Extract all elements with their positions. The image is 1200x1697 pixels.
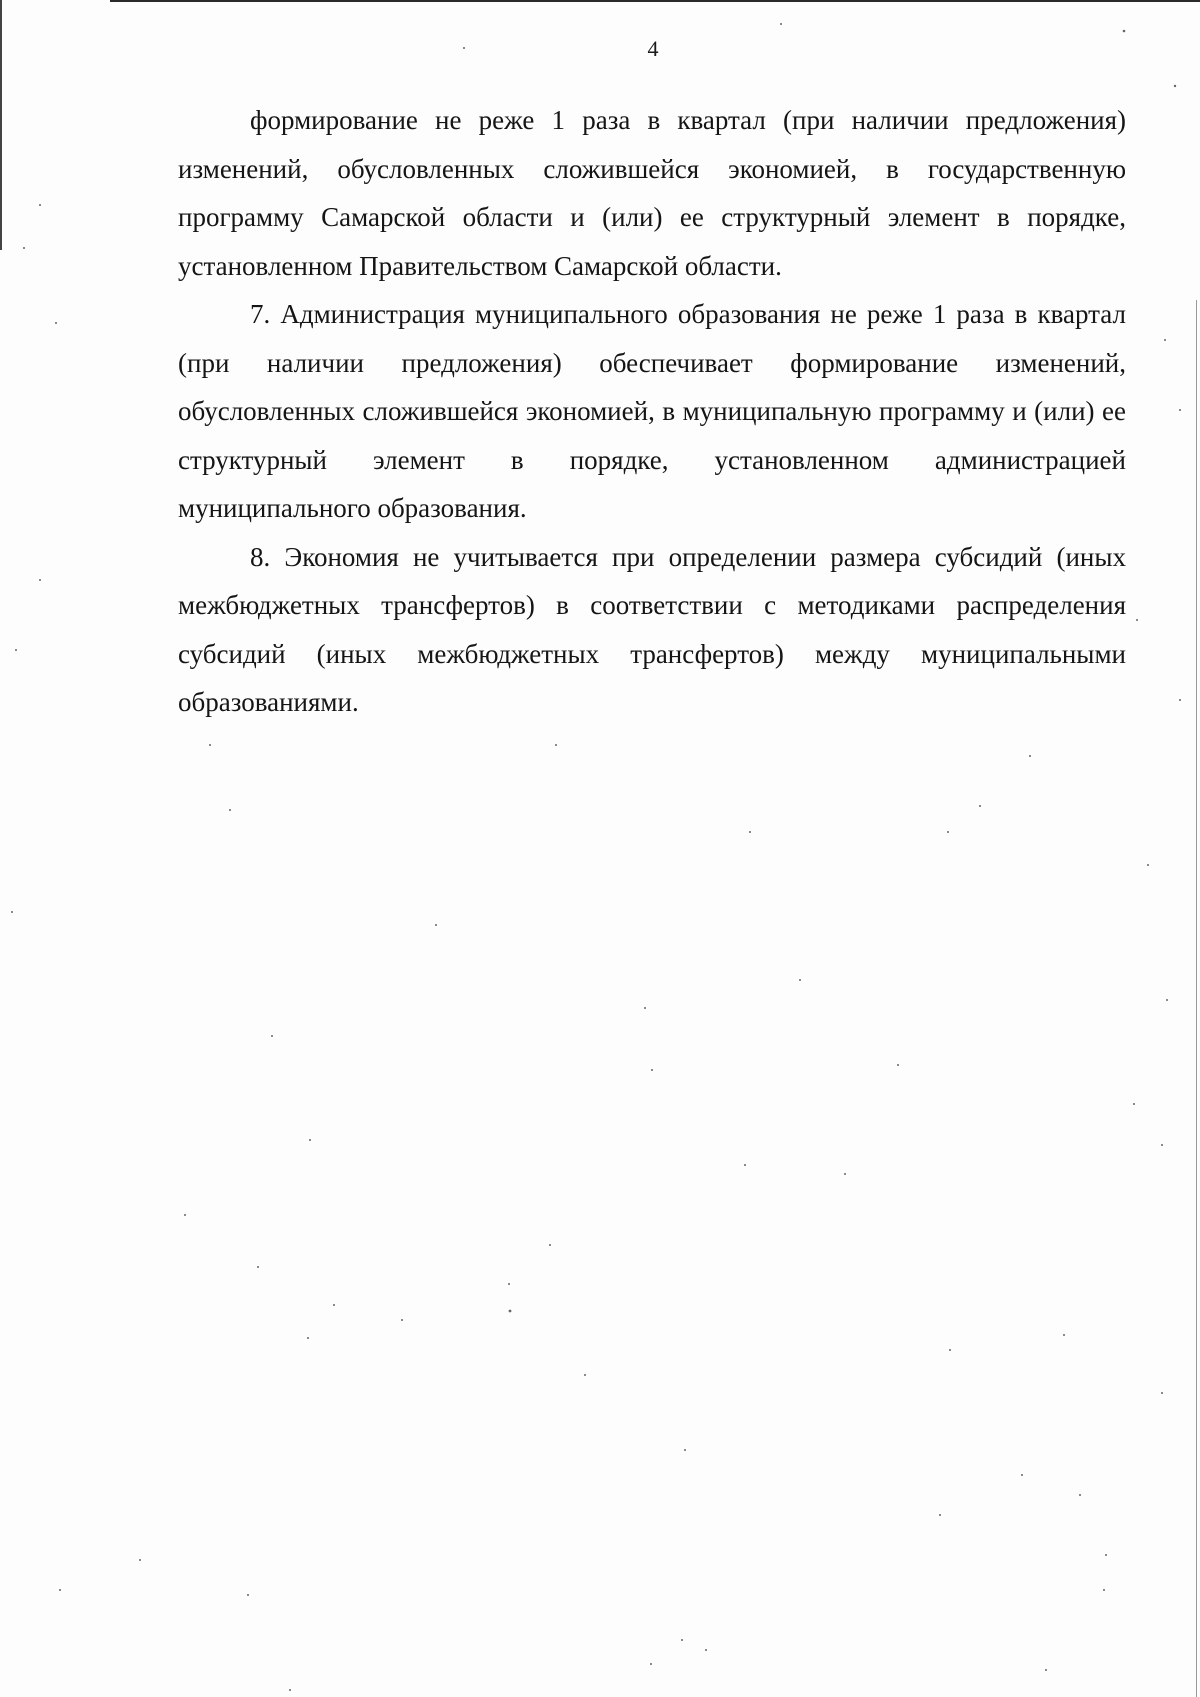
paragraph-item-8: 8. Экономия не учитывается при определении размера субсидий (иных межбюджетных трансфертов) в соответствии с методиками распределения субсидий (иных межбюджетных трансфертов) между муниципальными образованиями.	[178, 541, 1126, 717]
paragraph-item-7: 7. Администрация муниципального образования не реже 1 раза в квартал (при наличии предложения) обеспечивает формирование изменений, обусловленных сложившейся экономией, в муниципальную программу и (или) ее структурный элемент в порядке, установленном администрацией муниципального образования.	[178, 299, 1126, 523]
paragraph-continuation: формирование не реже 1 раза в квартал (при наличии предложения) изменений, обусловленных сложившейся экономией, в государственную программу Самарской области и (или) ее структурный элемент в порядке, установленном Правительством Самарской области.	[178, 105, 1126, 281]
page-number: 4	[647, 36, 659, 61]
